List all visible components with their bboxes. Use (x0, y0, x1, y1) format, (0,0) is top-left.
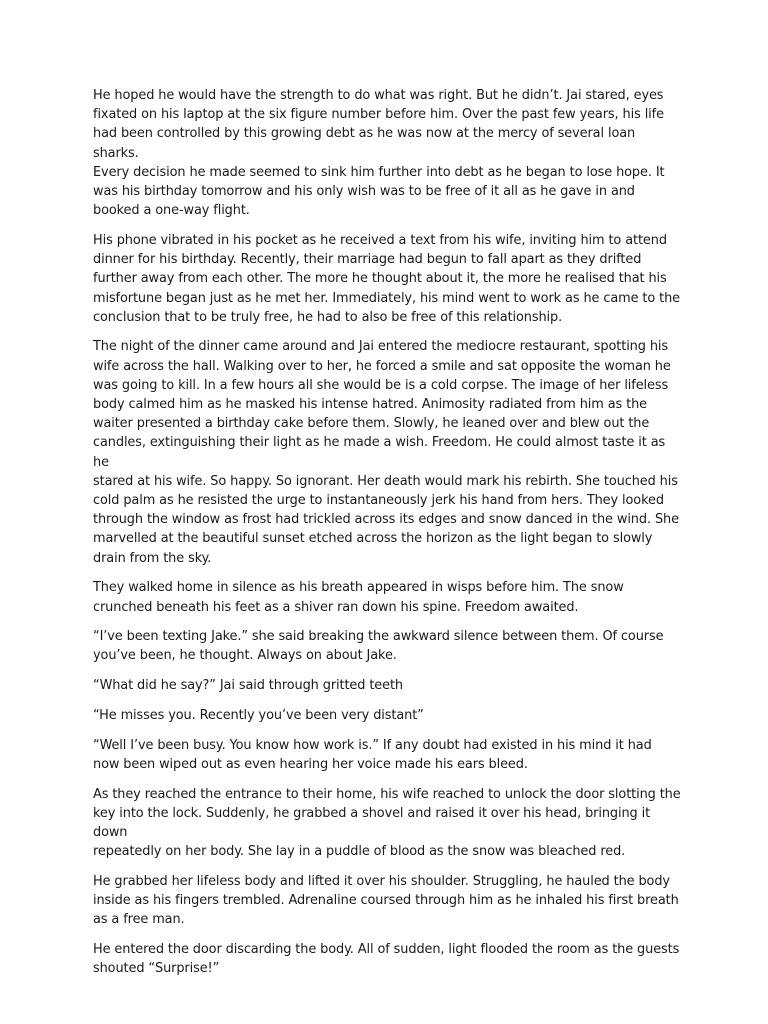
paragraph-5: “I’ve been texting Jake.” she said breaking the awkward silence between them. Of course you’ve been, he thought. Always on about Jake. (93, 629, 664, 664)
paragraph-1: He hoped he would have the strength to do what was right. But he didn’t. Jai stared, eyes fixated on his laptop at the six figure number before him. Over the past few years, his life had been controlled by this growing debt as he was now at the mercy of several loan sharks. Every decision he made seemed to sink him further into debt as he began to lose hope. It was his birthday tomorrow and his only wish was to be free of it all as he gave in and booked a one-way flight. (93, 88, 665, 219)
paragraph-6: “What did he say?” Jai said through gritted teeth (93, 678, 403, 694)
paragraph-4: They walked home in silence as his breath appeared in wisps before him. The snow crunched beneath his feet as a shiver ran down his spine. Freedom awaited. (93, 580, 624, 615)
paragraph-8: “Well I’ve been busy. You know how work is.” If any doubt had existed in his mind it had now been wiped out as even hearing her voice made his ears bleed. (93, 737, 652, 772)
paragraph-3: The night of the dinner came around and Jai entered the mediocre restaurant, spotting his wife across the hall. Walking over to her, he forced a smile and sat opposite the woman he was going to kill. In a few hours all she would be is a cold corpse. The image of her lifeless body calmed him as he masked his intense hatred. Animosity radiated from him as the waiter presented a birthday cake before them. Slowly, he leaned over and blew out the candles, extinguishing their light as he made a wish. Freedom. He could almost taste it as he stared at his wife. So happy. So ignorant. Her death would mark his rebirth. She touched his cold palm as he resisted the urge to instantaneously jerk his hand from hers. They looked through the window as frost had trickled across its edges and snow danced in the wind. She marvelled at the beautiful sunset etched across the horizon as the light began to slowly drain from the sky. (93, 339, 679, 566)
paragraph-2: His phone vibrated in his pocket as he received a text from his wife, inviting him to attend dinner for his birthday. Recently, their marriage had begun to fall apart as they drifted further away from each other. The more he thought about it, the more he realised that his misfortune began just as he met her. Immediately, his mind went to work as he came to the conclusion that to be truly free, he had to also be free of this relationship. (93, 232, 681, 325)
document-page (93, 86, 681, 989)
paragraph-9: As they reached the entrance to their home, his wife reached to unlock the door slotting the key into the lock. Suddenly, he grabbed a shovel and raised it over his head, bringing it down repeatedly on her body. She lay in a puddle of blood as the snow was bleached red. (93, 786, 681, 860)
paragraph-10: He grabbed her lifeless body and lifted it over his shoulder. Struggling, he hauled the body inside as his fingers trembled. Adrenaline coursed through him as he inhaled his first breath as a free man. (93, 873, 679, 928)
paragraph-11: He entered the door discarding the body. All of sudden, light flooded the room as the guests shouted “Surprise!” (93, 941, 680, 977)
paragraph-7: “He misses you. Recently you’ve been very distant” (93, 707, 424, 723)
